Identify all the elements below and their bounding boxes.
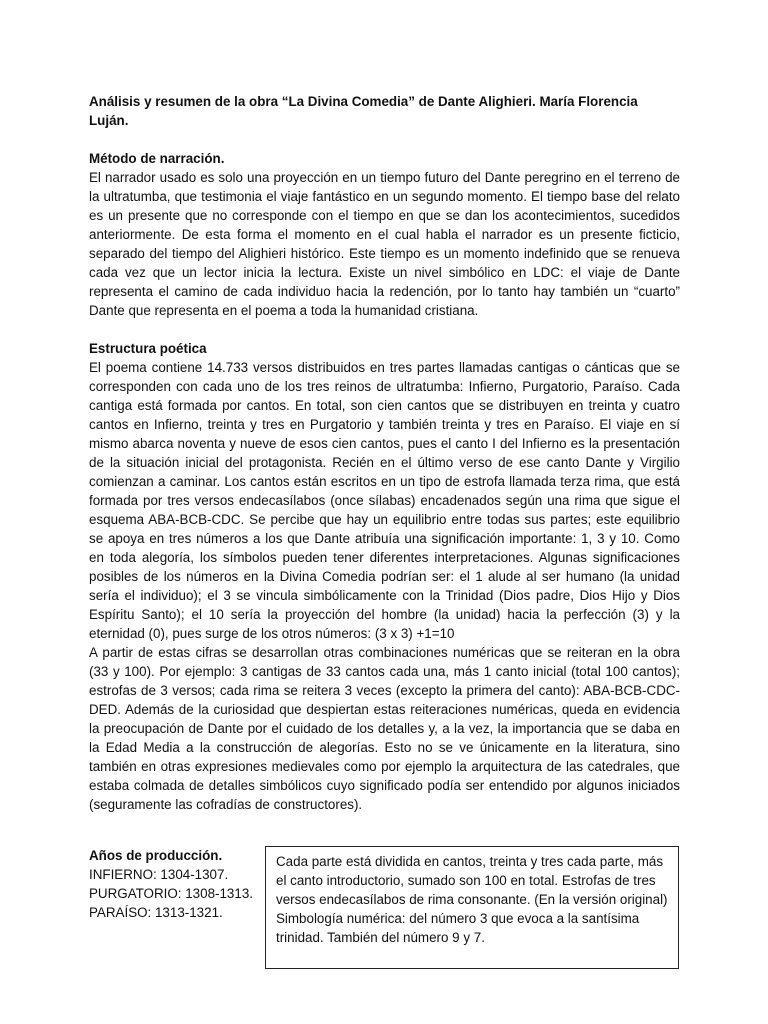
paragraph: El poema contiene 14.733 versos distribuidos en tres partes llamadas cantigas o cánticas que se corresponden con cada uno de los tres reinos de ultratumba: Infierno, Purgatorio, Paraíso. Cada cantiga está formada por cantos. En total, son cien cantos que se distribuyen en treinta y cuatro cantos en Infierno, treinta y tres en Purgatorio y también treinta y tres en Paraíso. El viaje en sí mismo abarca noventa y nueve de esos cien cantos, pues el canto I del Infierno es la presentación de la situación inicial del protagonista. Recién en el último verso de ese canto Dante y Virgilio comienzan a caminar. Los cantos están escritos en un tipo de estrofa llamada terza rima, que está formada por tres versos endecasílabos (once sílabas) encadenados según una rima que sigue el esquema ABA-BCB-CDC. Se percibe que hay un equilibrio entre todas sus partes; este equilibrio se apoya en tres números a los que Dante atribuía una significación importante: 1, 3 y 10. Como en toda alegoría, los símbolos pueden tener diferentes interpretaciones. Algunas significaciones posibles de los números en la Divina Comedia podrían ser: el 1 alude al ser humano (la unidad sería el individuo); el 3 se vincula simbólicamente con la Trinidad (Dios padre, Dios Hijo y Dios Espíritu Santo); el 10 sería la proyección del hombre (la unidad) hacia la perfección (3) y la eternidad (0), pues surge de los otros números: (3 x 3) +1=10 <box>89 360 680 641</box>
year-line-inferno: INFIERNO: 1304-1307. <box>89 867 229 882</box>
paragraph: A partir de estas cifras se desarrollan otras combinaciones numéricas que se reiteran en la obra (33 y 100). Por ejemplo: 3 cantigas de 33 cantos cada una, más 1 canto inicial (total 100 cantos); estrofas de 3 versos; cada rima se reitera 3 veces (excepto la primera del canto): ABA-BCB-CDC-DED. Además de la curiosidad que despiertan estas reiteraciones numéricas, queda en evidencia la preocupación de Dante por el cuidado de los detalles y, a la vez, la importancia que se daba en la Edad Media a la construcción de alegorías. Esto no se ve únicamente en la literatura, sino también en otras expresiones medievales como por ejemplo la arquitectura de las catedrales, que estaba colmada de detalles simbólicos cuyo significado podía ser entendido por algunos iniciados (seguramente las cofradías de constructores). <box>89 645 680 812</box>
section-narration-method <box>89 149 680 320</box>
paragraph: El narrador usado es solo una proyección en un tiempo futuro del Dante peregrino en el terreno de la ultratumba, que testimonia el viaje fantástico en un segundo momento. El tiempo base del relato es un presente que no corresponde con el tiempo en que se dan los acontecimientos, sucedidos anteriormente. De esta forma el momento en el cual habla el narrador es un presente ficticio, separado del tiempo del Alighieri histórico. Este tiempo es un momento indefinido que se renueva cada vez que un lector inicia la lectura. Existe un nivel simbólico en LDC: el viaje de Dante representa el camino de cada individuo hacia la redención, por lo tanto hay también un “cuarto” Dante que representa en el poema a toda la humanidad cristiana. <box>89 170 680 318</box>
note-box <box>265 846 679 969</box>
section-heading: Método de narración. <box>89 151 225 166</box>
section-poetic-structure <box>89 339 680 814</box>
note-text: Simbología numérica: del número 3 que evoca a la santísima trinidad. También del número 9 y 7. <box>276 911 640 945</box>
section-heading: Estructura poética <box>89 341 207 356</box>
year-line-paraiso: PARAÍSO: 1313-1321. <box>89 905 223 920</box>
year-line-purgatorio: PURGATORIO: 1308-1313. <box>89 886 253 901</box>
section-heading: Años de producción. <box>89 848 223 863</box>
note-text: Cada parte está dividida en cantos, treinta y tres cada parte, más el canto introductorio, sumado son 100 en total. Estrofas de tres versos endecasílabos de rima consonante. (En la versión original) <box>276 854 668 907</box>
document-body <box>89 92 680 833</box>
production-years <box>89 846 267 922</box>
document-title: Análisis y resumen de la obra “La Divina Comedia” de Dante Alighieri. María Florencia Luján. <box>89 94 638 128</box>
